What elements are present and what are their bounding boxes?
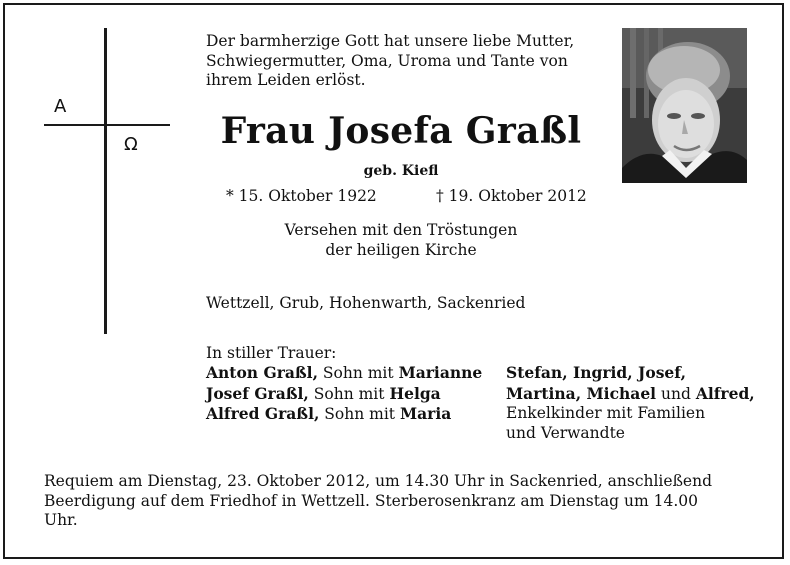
relatives-line: und Verwandte — [506, 423, 625, 442]
son-spouse: Marianne — [398, 363, 483, 382]
service-info — [44, 472, 748, 531]
intro-line: Schwiegermutter, Oma, Uroma und Tante von — [206, 51, 568, 70]
intro-line: ihrem Leiden erlöst. — [206, 71, 366, 89]
son-entry — [206, 404, 482, 425]
death-date: † 19. Oktober 2012 — [436, 187, 587, 205]
grandchildren-names: Stefan, Ingrid, Josef, — [506, 363, 687, 382]
intro-text — [206, 32, 606, 91]
son-name: Josef Graßl, — [206, 383, 309, 403]
service-line: Requiem am Dienstag, 23. Oktober 2012, um 14.30 Uhr in Sackenried, anschließend — [44, 472, 712, 490]
grandchildren-names: Alfred, — [695, 383, 755, 403]
birth-date: * 15. Oktober 1922 — [226, 187, 377, 205]
portrait-photo — [622, 28, 747, 183]
sons-list — [206, 363, 482, 425]
service-line: Uhr. — [44, 511, 78, 529]
portrait-image — [622, 28, 747, 183]
relatives-line: Enkelkinder mit Familien — [506, 404, 706, 422]
service-line: Beerdigung auf dem Friedhof in Wettzell. Sterberosenkranz am Dienstag um 14.00 — [44, 491, 698, 510]
places-text: Wettzell, Grub, Hohenwarth, Sackenried — [206, 294, 526, 312]
grandchildren-list — [506, 363, 755, 443]
sacrament-text — [206, 220, 596, 260]
son-spouse: Helga — [389, 383, 441, 403]
deceased-name: Frau Josefa Graßl — [220, 110, 582, 152]
mourning-heading: In stiller Trauer: — [206, 344, 337, 362]
omega-symbol: Ω — [124, 134, 138, 155]
grandchildren-line — [506, 384, 755, 405]
son-entry — [206, 384, 482, 405]
sacrament-line: der heiligen Kirche — [325, 241, 477, 259]
son-name: Alfred Graßl, — [206, 404, 320, 423]
cross-vertical-bar — [104, 28, 107, 334]
cross-horizontal-bar — [44, 124, 170, 126]
intro-line: Der barmherzige Gott hat unsere liebe Mutter, — [206, 32, 575, 50]
grandchildren-line — [506, 363, 755, 384]
maiden-name: geb. Kiefl — [363, 163, 439, 179]
conjunction: und — [656, 384, 696, 403]
alpha-symbol: A — [54, 96, 67, 117]
sacrament-line: Versehen mit den Tröstungen — [284, 221, 518, 239]
son-entry — [206, 363, 482, 384]
son-name: Anton Graßl, — [206, 363, 318, 382]
son-relation: Sohn mit — [319, 405, 400, 423]
grandchildren-names: Martina, Michael — [506, 383, 657, 403]
son-relation: Sohn mit — [308, 384, 390, 403]
son-relation: Sohn mit — [317, 364, 399, 382]
son-spouse: Maria — [399, 404, 452, 423]
